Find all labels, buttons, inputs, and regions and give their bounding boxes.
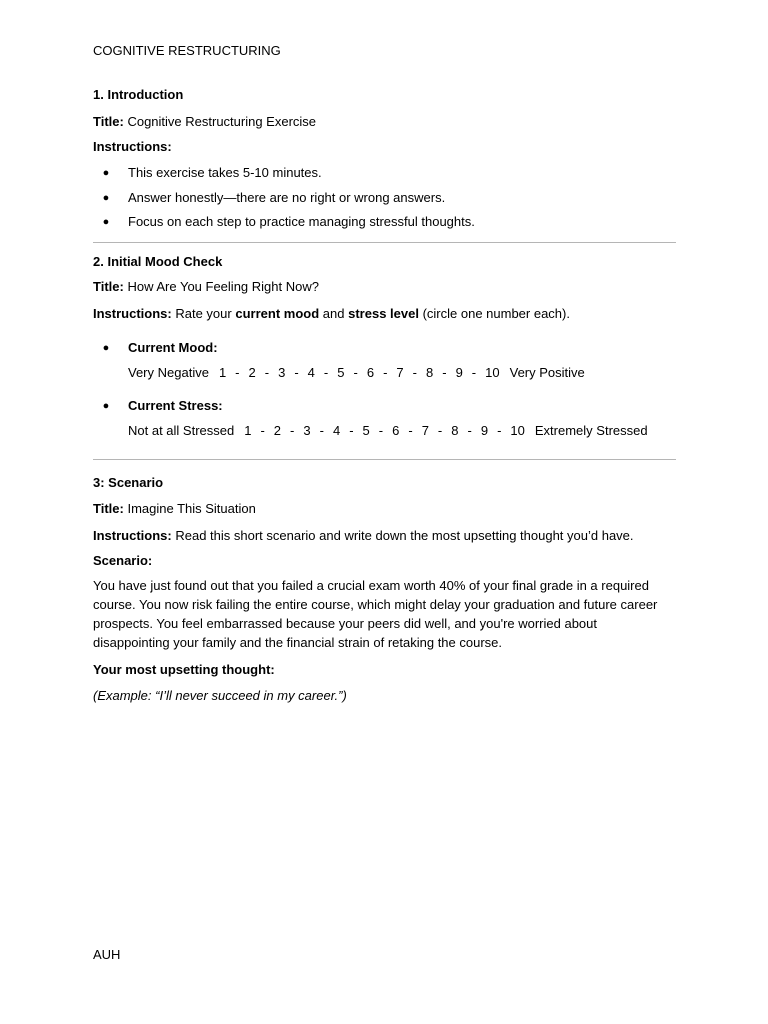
section-heading-mood-check: 2. Initial Mood Check xyxy=(93,254,223,269)
stress-rating-10[interactable]: 10 xyxy=(510,423,525,438)
scenario-paragraph: You have just found out that you failed a crucial exam worth 40% of your final grade in a required course. You now risk failing the entire course, which might delay your graduation and future career prospects. You feel embarrassed because your peers did well, and you're worried about disappointing your family and the financial strain of retaking the course. xyxy=(93,578,658,650)
scale-separator: - xyxy=(290,423,295,438)
scale-separator: - xyxy=(442,365,447,380)
mood-rating-scale xyxy=(128,364,585,382)
intro-title-value: Cognitive Restructuring Exercise xyxy=(127,114,317,129)
mood-title-value: How Are You Feeling Right Now? xyxy=(127,279,319,294)
scale-separator: - xyxy=(378,423,384,438)
mood-rating-1[interactable]: 1 xyxy=(218,365,227,380)
mood-rating-6[interactable]: 6 xyxy=(366,365,375,380)
mood-scale-low-label: Very Negative xyxy=(128,365,209,380)
stress-rating-2[interactable]: 2 xyxy=(273,423,282,438)
scenario-instructions-line: Instructions: Read this short scenario and write down the most upsetting thought you’d have. xyxy=(93,528,634,543)
mood-rating-8[interactable]: 8 xyxy=(425,365,434,380)
stress-rating-1[interactable]: 1 xyxy=(244,423,252,438)
mood-rating-2[interactable]: 2 xyxy=(248,365,256,380)
mood-rating-10[interactable]: 10 xyxy=(485,365,500,380)
scale-separator: - xyxy=(349,423,354,438)
title-label: Title: xyxy=(93,114,124,129)
mood-rating-3[interactable]: 3 xyxy=(278,365,286,380)
scale-separator: - xyxy=(264,365,270,380)
mood-instructions-line: Instructions: Rate your current mood and stress level (circle one number each). xyxy=(93,306,570,321)
scenario-title-line xyxy=(93,500,256,518)
document-header: COGNITIVE RESTRUCTURING xyxy=(93,43,281,58)
stress-rating-5[interactable]: 5 xyxy=(362,423,370,438)
stress-rating-3[interactable]: 3 xyxy=(303,423,311,438)
scale-separator: - xyxy=(408,423,413,438)
intro-title-line xyxy=(93,113,316,131)
scale-separator: - xyxy=(412,365,417,380)
scale-separator: - xyxy=(467,423,472,438)
bullet-icon: ● xyxy=(102,342,110,354)
stress-rating-7[interactable]: 7 xyxy=(421,423,429,438)
section-heading-scenario: 3: Scenario xyxy=(93,475,164,490)
stress-scale-high-label: Extremely Stressed xyxy=(534,423,648,438)
scale-separator: - xyxy=(260,423,265,438)
mood-rating-9[interactable]: 9 xyxy=(455,365,463,380)
scale-separator: - xyxy=(294,365,299,380)
scale-separator: - xyxy=(383,365,388,380)
stress-rating-4[interactable]: 4 xyxy=(332,423,341,438)
scale-separator: - xyxy=(497,423,502,438)
intro-bullet-3: Focus on each step to practice managing stressful thoughts. xyxy=(128,214,475,229)
example-thought: (Example: “I’ll never succeed in my career.”) xyxy=(93,688,347,703)
scale-separator: - xyxy=(471,365,477,380)
scale-separator: - xyxy=(437,423,443,438)
bullet-icon: ● xyxy=(102,192,110,204)
mood-rating-5[interactable]: 5 xyxy=(337,365,345,380)
stress-rating-scale xyxy=(128,422,648,440)
intro-bullet-2: Answer honestly—there are no right or wrong answers. xyxy=(128,190,446,205)
section-divider xyxy=(93,242,676,243)
document-footer: AUH xyxy=(93,947,121,962)
mood-rating-7[interactable]: 7 xyxy=(396,365,404,380)
mood-rating-4[interactable]: 4 xyxy=(307,365,315,380)
upsetting-thought-label: Your most upsetting thought: xyxy=(93,662,275,677)
current-mood-label: Current Mood: xyxy=(128,340,218,355)
title-label: Title: xyxy=(93,279,124,294)
bullet-icon: ● xyxy=(102,167,110,179)
mood-scale-high-label: Very Positive xyxy=(509,365,585,380)
scale-separator: - xyxy=(235,365,240,380)
stress-rating-9[interactable]: 9 xyxy=(480,423,489,438)
scale-separator: - xyxy=(319,423,324,438)
bullet-icon: ● xyxy=(102,400,110,412)
scenario-label: Scenario: xyxy=(93,553,153,568)
mood-title-line xyxy=(93,278,319,296)
title-label: Title: xyxy=(93,501,124,516)
scale-separator: - xyxy=(353,365,358,380)
section-heading-introduction: 1. Introduction xyxy=(93,87,184,102)
scenario-title-value: Imagine This Situation xyxy=(127,501,256,516)
intro-bullet-1: This exercise takes 5-10 minutes. xyxy=(128,165,322,180)
bullet-icon: ● xyxy=(102,216,110,228)
scale-separator: - xyxy=(323,365,329,380)
section-divider xyxy=(93,459,676,460)
stress-scale-low-label: Not at all Stressed xyxy=(128,423,235,438)
stress-rating-8[interactable]: 8 xyxy=(451,423,459,438)
intro-instructions-label: Instructions: xyxy=(93,139,172,154)
current-stress-label: Current Stress: xyxy=(128,398,223,413)
stress-rating-6[interactable]: 6 xyxy=(392,423,400,438)
